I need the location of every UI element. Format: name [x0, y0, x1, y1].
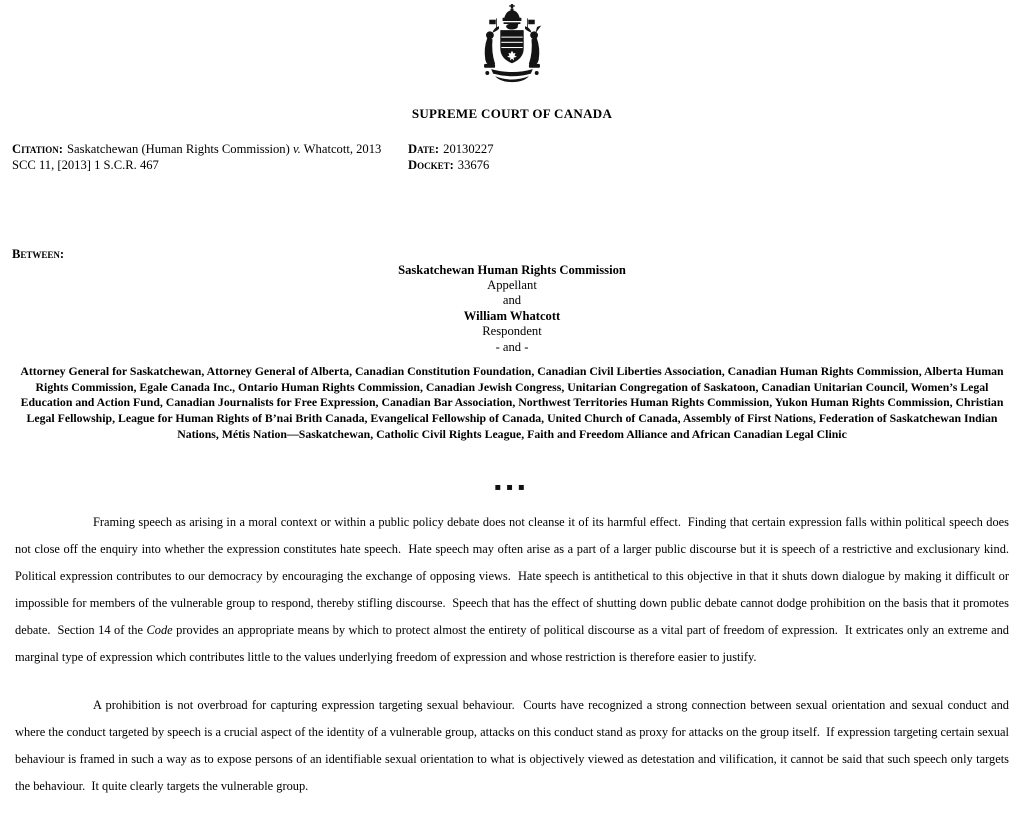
citation-block: [0, 142, 1024, 173]
date-line: [408, 142, 494, 158]
paragraph-1-text-after: provides an appropriate means by which to protect almost the entirety of political discourse as a vital part of freedom of expression. It extricates only an extreme and marginal type of expression which contributes little to the values underlying freedom of expression and whose restriction is therefore easier to justify.: [15, 622, 1013, 664]
docket-value: 33676: [457, 157, 490, 172]
date-label: Date:: [408, 142, 440, 156]
date-value: 20130227: [443, 142, 494, 156]
parties-block: [0, 263, 1024, 355]
respondent-role: Respondent: [482, 324, 542, 339]
between-label: Between:: [12, 247, 65, 262]
canada-coat-of-arms-icon: [473, 4, 551, 90]
party-conjunction: and: [502, 293, 522, 308]
appellant-name: Saskatchewan Human Rights Commission: [398, 262, 626, 277]
summary-paragraph-1: [0, 509, 1024, 671]
code-italic-term: Code: [146, 622, 173, 637]
citation-label: Citation:: [12, 142, 63, 156]
citation-case-reference: Whatcott, 2013 SCC 11, [2013] 1 S.C.R. 467: [12, 142, 382, 172]
citation-line: [12, 142, 400, 173]
docket-line: [408, 158, 494, 174]
citation-case-name: Saskatchewan (Human Rights Commission): [66, 142, 293, 156]
versus-abbrev: v.: [292, 142, 301, 156]
ellipsis-dots: ▪▪▪: [494, 481, 530, 493]
date-docket-block: [408, 142, 494, 173]
appellant-role: Appellant: [487, 278, 537, 292]
interveners-list: Attorney General for Saskatchewan, Attorney General of Alberta, Canadian Constitution Foundation, Canadian Civil Liberties Association, Canadian Human Rights Commission, Alberta Human Rights Commission, Egale Canada Inc., Ontario Human Rights Commission, Canadian Jewish Congress, Unitarian Congregation of Saskatoon, Canadian Unitarian Council, Women’s Legal Education and Action Fund, Canadian Journalists for Free Expression, Canadian Bar Association, Northwest Territories Human Rights Commission, Yukon Human Rights Commission, Christian Legal Fellowship, League for Human Rights of B’nai Brith Canada, Evangelical Fellowship of Canada, United Church of Canada, Assembly of First Nations, Federation of Saskatchewan Indian Nations, Métis Nation—Saskatchewan, Catholic Civil Rights League, Faith and Freedom Alliance and African Canadian Legal Clinic: [20, 364, 1004, 441]
summary-paragraph-2: A prohibition is not overbroad for capturing expression targeting sexual behaviour. Courts have recognized a strong connection between sexual orientation and sexual conduct and where the conduct targeted by speech is a crucial aspect of the identity of a vulnerable group, attacks on this conduct stand as proxy for attacks on the group itself. If expression targeting certain sexual behaviour is framed in such a way as to expose persons of an identifiable sexual orientation to what is objectively viewed as detestation and vilification, it cannot be said that such speech only targets the behaviour. It quite clearly targets the vulnerable group.: [15, 697, 1013, 793]
header-emblem-area: [0, 0, 1024, 95]
omission-separator: [0, 479, 1024, 495]
docket-label: Docket:: [408, 157, 454, 172]
court-title: SUPREME COURT OF CANADA: [411, 106, 613, 121]
paragraph-1-text-before: Framing speech as arising in a moral context or within a public policy debate does not cleanse it of its harmful effect. Finding that certain expression falls within political speech does not close off the enquiry into whether the expression constitutes hate speech. Hate speech may often arise as a part of a larger public discourse but it is speech of a restrictive and exclusionary kind. Political expression contributes to our democracy by encouraging the exchange of opposing views. Hate speech is antithetical to this objective in that it shuts down dialogue by making it difficult or impossible for members of the vulnerable group to respond, thereby stifling discourse. Speech that has the effect of shutting down public debate cannot dodge prohibition on the basis that it promotes debate. Section 14 of the: [15, 514, 1016, 637]
and-separator: - and -: [495, 339, 529, 354]
respondent-name: William Whatcott: [463, 308, 561, 323]
